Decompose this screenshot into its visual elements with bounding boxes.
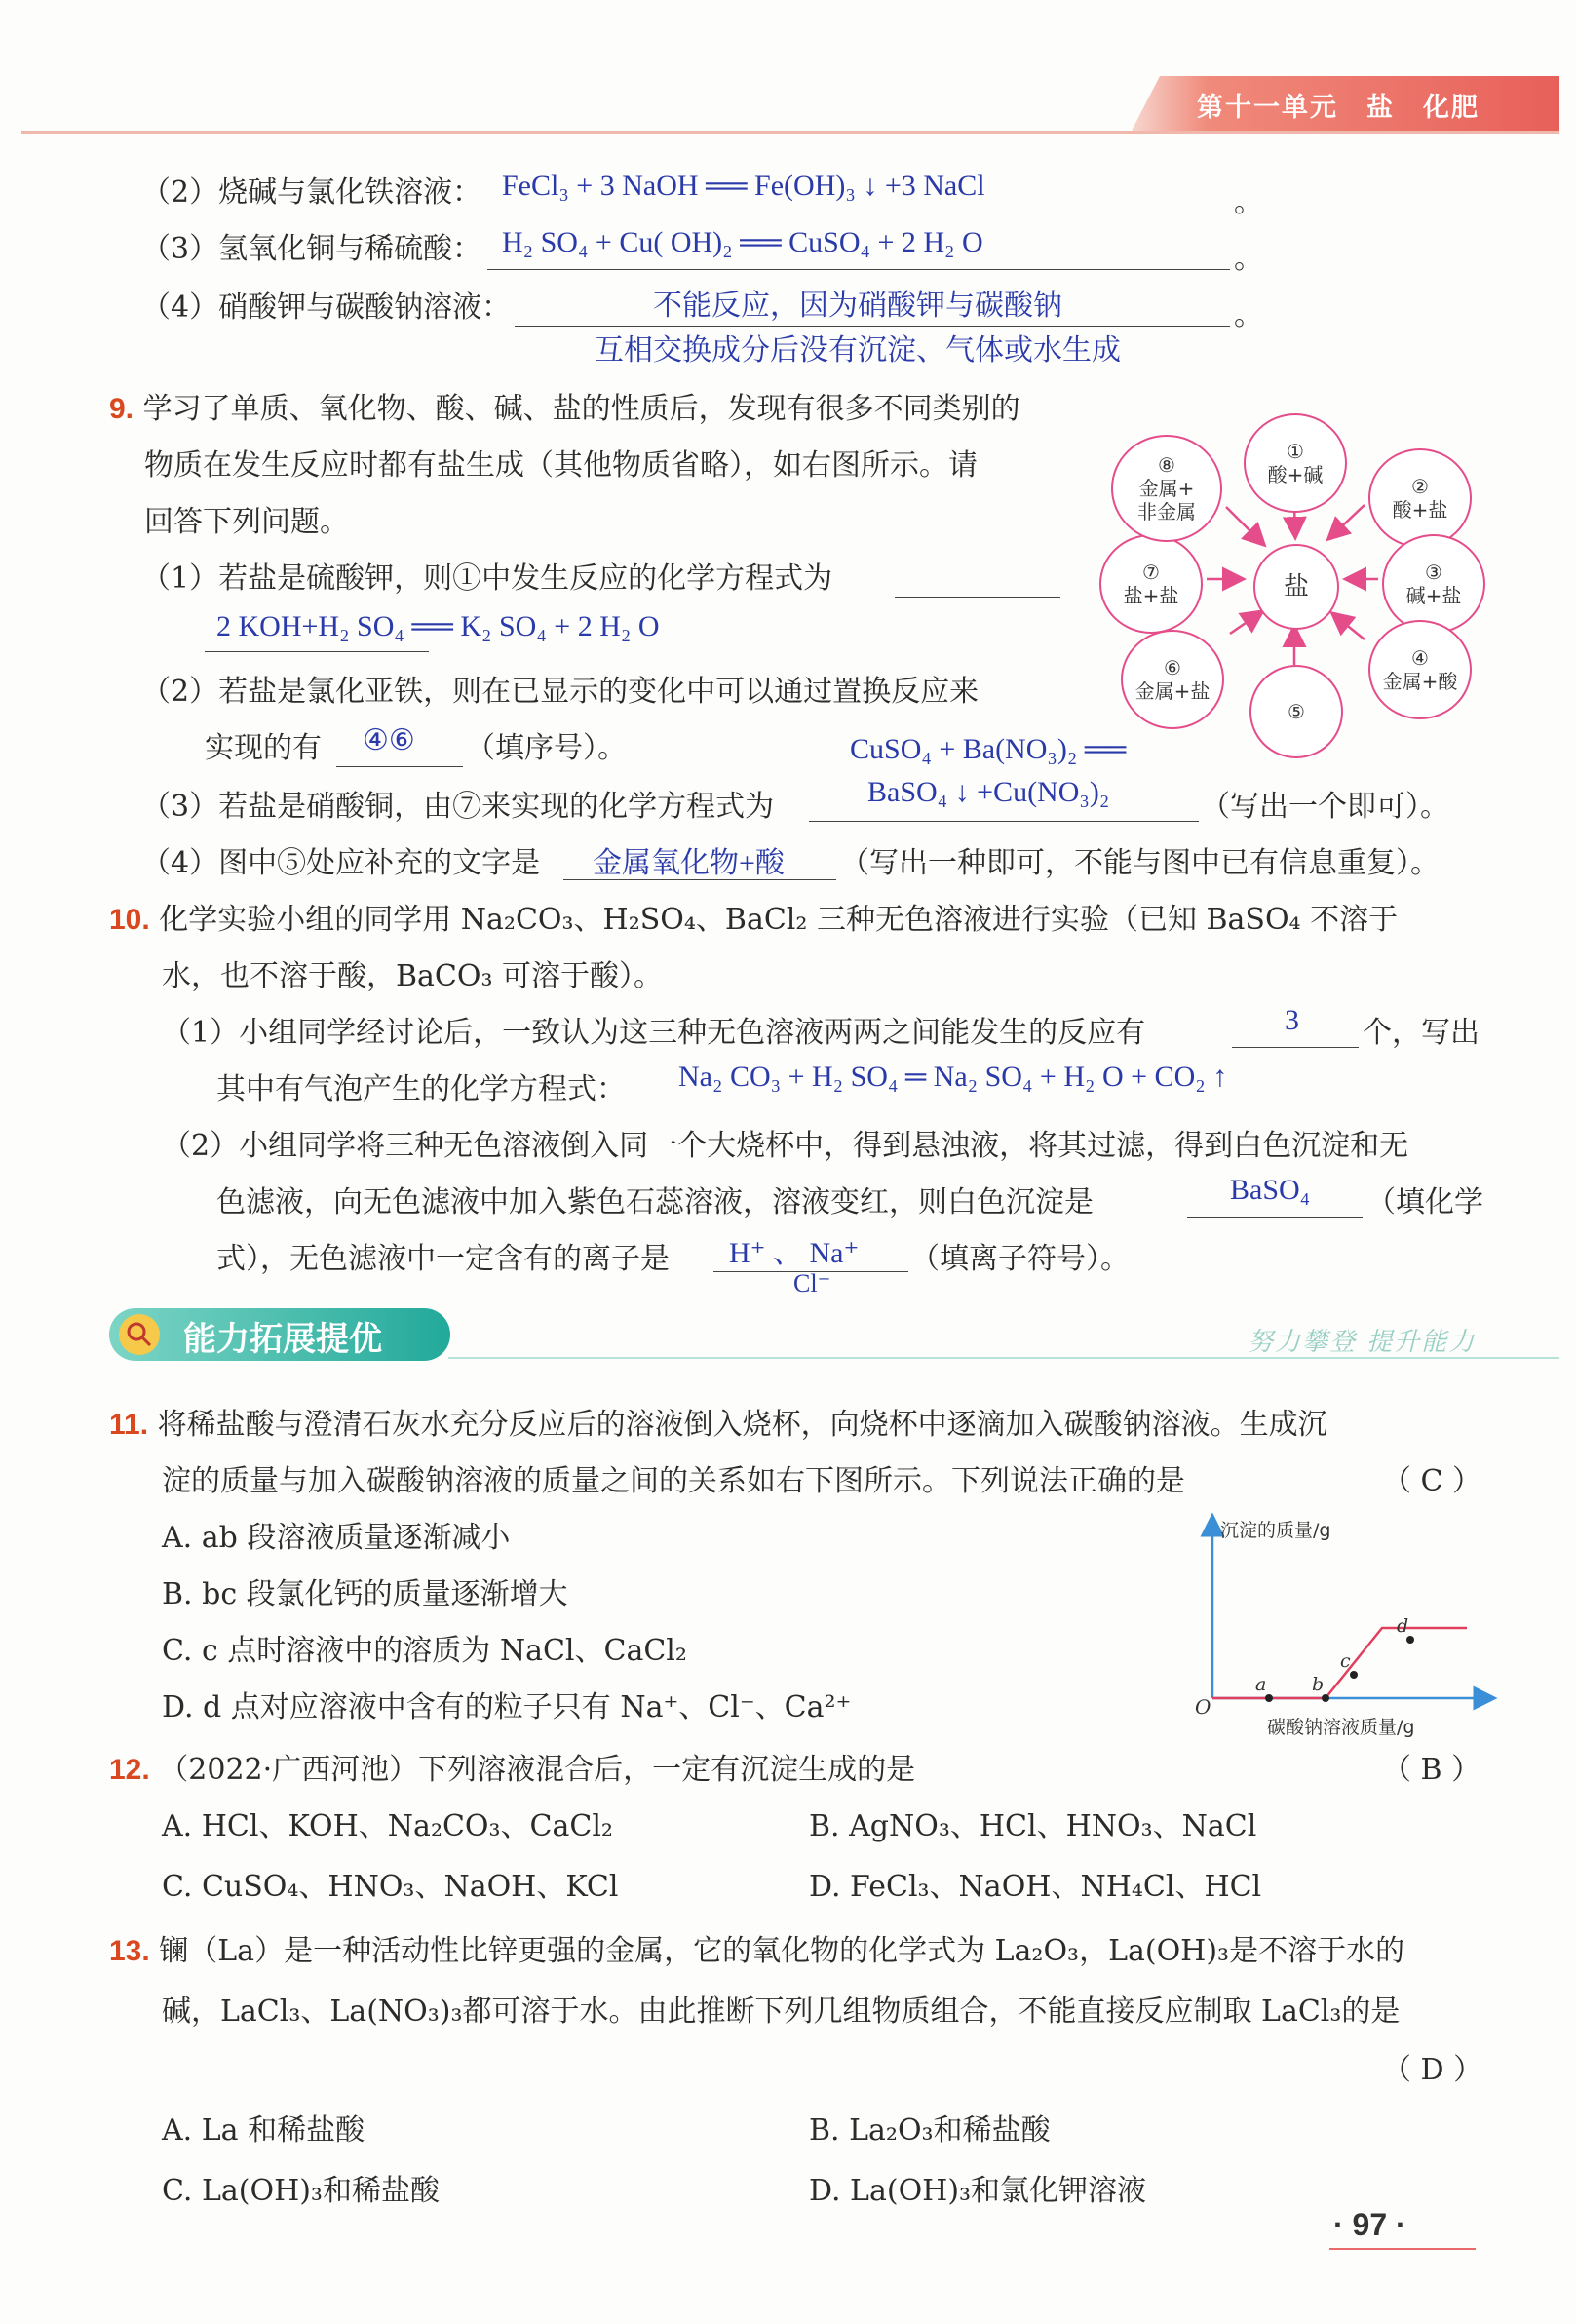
q9-p1-label: （1）若盐是硫酸钾，则①中发生反应的化学方程式为 — [141, 562, 833, 596]
q9-p4-tail: （写出一种即可，不能与图中已有信息重复）。 — [840, 846, 1440, 880]
q12-stem-text: （2022·广西河池）下列溶液混合后，一定有沉淀生成的是 — [159, 1753, 916, 1787]
q11-option-b: B. bc 段氯化钙的质量逐渐增大 — [162, 1577, 568, 1611]
origin-label: O — [1195, 1695, 1211, 1719]
q8-p3-period: 。 — [1234, 242, 1263, 276]
q9-intro-2: 物质在发生反应时都有盐生成（其他物质省略），如右图所示。请 — [144, 448, 978, 483]
q9-p1-blank-1 — [895, 597, 1060, 598]
diagram-node-8 — [1111, 435, 1222, 542]
node-7-num: ⑦ — [1142, 561, 1160, 584]
q8-p2-period: 。 — [1234, 185, 1263, 219]
diagram-node-4 — [1368, 620, 1472, 719]
q9-p2-label-2b: （填序号）。 — [466, 731, 627, 765]
q9-p2-answer: ④⑥ — [363, 724, 415, 756]
q9-p3-label: （3）若盐是硝酸铜，由⑦来实现的化学方程式为 — [141, 790, 775, 824]
q10-p1-c: 其中有气泡产生的化学方程式： — [216, 1072, 626, 1106]
point-label-b: b — [1312, 1674, 1325, 1695]
q10-p2-c: （填化学 — [1366, 1185, 1483, 1220]
header-rule — [21, 131, 1559, 134]
node-8-text: 金属+ 非金属 — [1137, 477, 1196, 523]
q10-p2-answer: BaSO₄ — [1230, 1174, 1311, 1206]
q13-answer: （ D ） — [1382, 2053, 1483, 2087]
q13-option-c: C. La(OH)₃和稀盐酸 — [162, 2174, 440, 2208]
node-8-num: ⑧ — [1158, 453, 1175, 477]
node-1-text: 酸+碱 — [1267, 463, 1324, 486]
q10-p1-a: （1）小组同学经讨论后，一致认为这三种无色溶液两两之间能发生的反应有 — [162, 1016, 1146, 1050]
q9-p4-answer: 金属氧化物+酸 — [593, 847, 785, 879]
diagram-node-2 — [1368, 448, 1472, 548]
point-a — [1265, 1694, 1273, 1702]
point-b — [1322, 1694, 1329, 1702]
q11-stem-2: 淀的质量与加入碳酸钠溶液的质量之间的关系如右下图所示。下列说法正确的是 — [162, 1464, 1185, 1498]
q9-p2-label-2a: 实现的有 — [205, 731, 322, 765]
q8-p4-label: （4）硝酸钾与碳酸钠溶液： — [141, 290, 512, 325]
q10-p1-answer: 3 — [1285, 1004, 1299, 1036]
node-2-text: 酸+盐 — [1392, 498, 1448, 522]
magnifier-icon — [115, 1312, 164, 1357]
q10-intro-2: 水，也不溶于酸，BaCO₃ 可溶于酸）。 — [162, 959, 664, 993]
q9-p3-answer-2: BaSO₄ ↓ +Cu(NO₃)₂ — [867, 776, 1110, 808]
q13-stem-text-1: 镧（La）是一种活动性比锌更强的金属，它的氧化物的化学式为 La₂O₃，La(OH)₃是不溶于水的 — [159, 1934, 1405, 1968]
node-1-num: ① — [1287, 440, 1304, 463]
q13-option-b: B. La₂O₃和稀盐酸 — [809, 2113, 1051, 2148]
q9-p2-label-1: （2）若盐是氯化亚铁，则在已显示的变化中可以通过置换反应来 — [141, 675, 980, 709]
q11-stem-1 — [109, 1406, 1327, 1445]
q9-p1-blank-2 — [205, 651, 429, 652]
q10-stem-1 — [109, 901, 1398, 940]
q13-option-a: A. La 和稀盐酸 — [162, 2113, 365, 2148]
point-d — [1406, 1636, 1414, 1644]
point-label-c: c — [1340, 1650, 1351, 1672]
node-3-num: ③ — [1425, 561, 1442, 584]
q9-p3-answer-1: CuSO₄ + Ba(NO₃)₂ ══ — [850, 733, 1127, 765]
q8-p4-answer-1: 不能反应，因为硝酸钾与碳酸钠 — [653, 290, 1062, 322]
q11-option-d: D. d 点对应溶液中含有的粒子只有 Na⁺、Cl⁻、Ca²⁺ — [162, 1690, 852, 1724]
point-label-a: a — [1255, 1674, 1267, 1695]
q8-p4-period: 。 — [1234, 298, 1263, 332]
q10-p2-e: （填离子符号）。 — [910, 1242, 1130, 1276]
q9-p4-blank — [563, 879, 836, 880]
q12-option-c: C. CuSO₄、HNO₃、NaOH、KCl — [162, 1870, 619, 1904]
q12-option-a: A. HCl、KOH、Na₂CO₃、CaCl₂ — [162, 1809, 613, 1843]
q11-chart — [1179, 1507, 1511, 1741]
diagram-node-6 — [1121, 630, 1224, 729]
q9-p3-tail: （写出一个即可）。 — [1201, 790, 1449, 824]
node-5-num: ⑤ — [1288, 700, 1305, 723]
node-4-num: ④ — [1411, 646, 1429, 670]
q9-number: 9. — [109, 393, 135, 425]
q10-p2-answer-2: H⁺ 、 Na⁺ — [729, 1237, 860, 1269]
q10-p1-blank-1 — [1232, 1047, 1359, 1048]
page-number: · 97 · — [1333, 2207, 1406, 2242]
header-title: 第十一单元 盐 化肥 — [1197, 93, 1480, 123]
q8-p3-answer: H₂ SO₄ + Cu( OH)₂ ══ CuSO₄ + 2 H₂ O — [502, 226, 983, 258]
q8-p4-answer-2: 互相交换成分后没有沉淀、气体或水生成 — [595, 334, 1121, 367]
y-axis-label: 沉淀的质量/g — [1220, 1520, 1331, 1541]
section-slogan: 努力攀登 提升能力 — [1248, 1328, 1477, 1357]
point-label-d: d — [1397, 1615, 1409, 1637]
q9-p4-label: （4）图中⑤处应补充的文字是 — [141, 846, 541, 880]
section-title: 能力拓展提优 — [183, 1320, 382, 1359]
diagram-node-1 — [1244, 413, 1347, 513]
q10-p1-b: 个，写出 — [1363, 1016, 1480, 1050]
q10-number: 10. — [109, 904, 150, 936]
q10-p2-blank-1 — [1187, 1217, 1363, 1218]
node-3-text: 碱+盐 — [1405, 584, 1462, 607]
q13-option-d: D. La(OH)₃和氯化钾溶液 — [809, 2174, 1147, 2208]
point-c — [1350, 1671, 1358, 1679]
node-4-text: 金属+酸 — [1382, 670, 1458, 693]
node-6-num: ⑥ — [1164, 656, 1181, 679]
q10-p2-d: 式），无色滤液中一定含有的离子是 — [216, 1242, 670, 1276]
q10-p1-answer-2: Na₂ CO₃ + H₂ SO₄ ═ Na₂ SO₄ + H₂ O + CO₂ ↑ — [678, 1061, 1228, 1093]
node-2-num: ② — [1411, 475, 1429, 498]
q10-p2-answer-3: Cl⁻ — [793, 1269, 831, 1298]
x-axis-label: 碳酸钠溶液质量/g — [1267, 1717, 1415, 1738]
q12-number: 12. — [109, 1754, 150, 1786]
diagram-node-5 — [1249, 665, 1343, 758]
q12-answer: （ B ） — [1382, 1753, 1481, 1787]
q12-option-d: D. FeCl₃、NaOH、NH₄Cl、HCl — [809, 1870, 1262, 1904]
diagram-node-7 — [1099, 534, 1203, 634]
q8-p2-answer: FeCl₃ + 3 NaOH ══ Fe(OH)₃ ↓ +3 NaCl — [502, 170, 985, 202]
diagram-node-3 — [1382, 534, 1485, 634]
q9-stem-1 — [109, 390, 1020, 429]
q12-option-b: B. AgNO₃、HCl、HNO₃、NaCl — [809, 1809, 1257, 1843]
q9-p2-blank — [336, 766, 463, 767]
q9-intro-3: 回答下列问题。 — [144, 505, 349, 539]
q11-stem-text-1: 将稀盐酸与澄清石灰水充分反应后的溶液倒入烧杯，向烧杯中逐滴加入碳酸钠溶液。生成沉 — [157, 1408, 1327, 1442]
q13-number: 13. — [109, 1935, 150, 1967]
diagram-center-salt: 盐 — [1253, 544, 1339, 630]
q9-intro-1: 学习了单质、氧化物、酸、碱、盐的性质后，发现有很多不同类别的 — [142, 392, 1020, 426]
q8-p2-label: （2）烧碱与氯化铁溶液： — [141, 175, 482, 210]
q9-p1-answer: 2 KOH+H₂ SO₄ ══ K₂ SO₄ + 2 H₂ O — [216, 610, 660, 642]
q13-stem-1 — [109, 1932, 1404, 1971]
page-number-rule — [1329, 2248, 1476, 2250]
q9-p3-blank — [809, 821, 1199, 822]
q10-intro-1: 化学实验小组的同学用 Na₂CO₃、H₂SO₄、BaCl₂ 三种无色溶液进行实验（已知 BaSO₄ 不溶于 — [159, 903, 1399, 937]
q11-answer: （ C ） — [1382, 1464, 1482, 1498]
q8-p3-blank — [487, 269, 1230, 270]
q13-stem-2: 碱，LaCl₃、La(NO₃)₃都可溶于水。由此推断下列几组物质组合，不能直接反应制取 LaCl₃的是 — [162, 1995, 1401, 2029]
q12-stem — [109, 1751, 915, 1790]
node-7-text: 盐+盐 — [1123, 584, 1179, 607]
q11-option-c: C. c 点时溶液中的溶质为 NaCl、CaCl₂ — [162, 1634, 687, 1668]
q10-p2-b: 色滤液，向无色滤液中加入紫色石蕊溶液，溶液变红，则白色沉淀是 — [216, 1185, 1094, 1220]
q11-option-a: A. ab 段溶液质量逐渐减小 — [162, 1521, 511, 1555]
node-6-text: 金属+盐 — [1134, 679, 1211, 703]
q11-number: 11. — [109, 1409, 149, 1441]
q10-p2-a: （2）小组同学将三种无色溶液倒入同一个大烧杯中，得到悬浊液，将其过滤，得到白色沉淀和无 — [162, 1129, 1409, 1163]
q8-p3-label: （3）氢氧化铜与稀硫酸： — [141, 232, 482, 266]
